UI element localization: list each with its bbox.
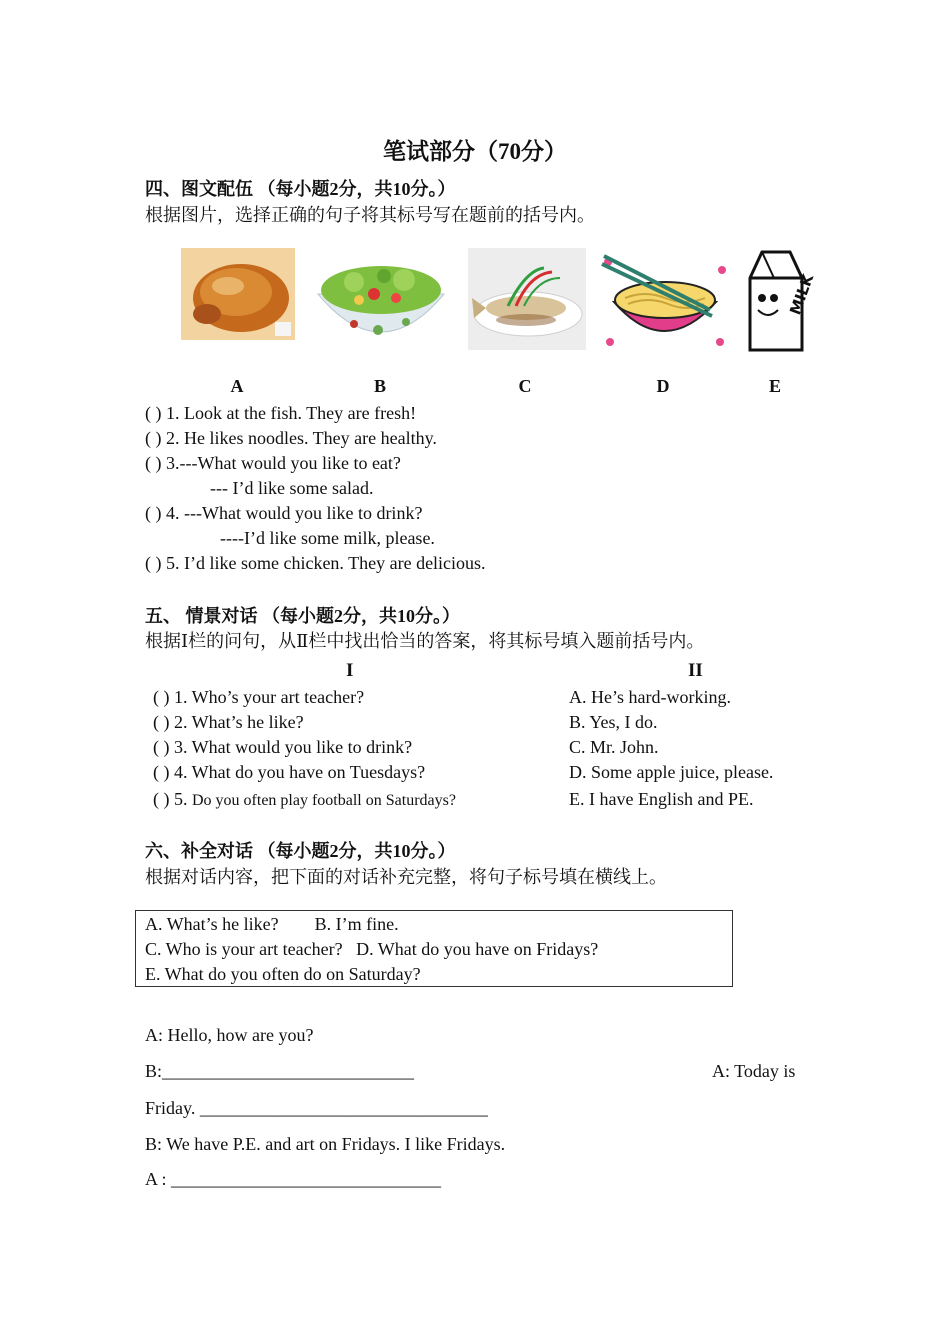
question-number: ( ) 2.	[153, 712, 192, 732]
dialogue-line: B:____________________________	[145, 1061, 415, 1081]
picture-label-e: E	[768, 376, 781, 396]
matching-question	[153, 737, 412, 758]
question-item: ( ) 1. Look at the fish. They are fresh!	[145, 403, 417, 423]
question-text: What’s he like?	[191, 712, 304, 732]
section-6-heading: 六、补全对话 （每小题2分，共10分。）	[145, 841, 456, 861]
question-answer-line: --- I’d like some salad.	[210, 478, 374, 498]
answer-option: B. Yes, I do.	[569, 712, 658, 732]
section-4-instruction: 根据图片，选择正确的句子将其标号写在题前的括号内。	[145, 205, 595, 225]
milk-carton-label: MILK	[786, 271, 818, 318]
answer-option: A. He’s hard-working.	[569, 687, 731, 707]
roast-chicken-icon	[181, 248, 295, 340]
question-number: ( ) 1.	[153, 687, 192, 707]
section-6-instruction: 根据对话内容，把下面的对话补充完整，将句子标号填在横线上。	[145, 867, 667, 887]
question-text: What do you have on Tuesdays?	[191, 762, 426, 782]
option-line: C. Who is your art teacher? D. What do you have on Fridays?	[145, 939, 599, 959]
salad-bowl-icon	[314, 250, 448, 358]
question-item: ( ) 2. He likes noodles. They are healthy.	[145, 428, 437, 448]
noodle-bowl-icon	[600, 250, 730, 352]
page-title: 笔试部分（70分）	[383, 139, 567, 164]
dialogue-line: A: Today is	[712, 1061, 796, 1081]
question-item: ( ) 5. I’d like some chicken. They are delicious.	[145, 553, 486, 573]
question-text: Do you often play football on Saturdays?	[192, 792, 456, 809]
question-number: ( ) 4.	[153, 762, 192, 782]
picture-label-b: B	[373, 376, 386, 396]
question-text: What would you like to drink?	[191, 737, 413, 757]
section-5-instruction: 根据Ⅰ栏的问句，从Ⅱ栏中找出恰当的答案，将其标号填入题前括号内。	[145, 631, 705, 651]
answer-option: E. I have English and PE.	[569, 789, 754, 809]
column-i-heading: I	[346, 660, 354, 681]
option-line: E. What do you often do on Saturday?	[145, 964, 421, 984]
question-number: ( ) 5.	[153, 789, 192, 809]
matching-question	[153, 712, 304, 733]
dialogue-line: A : ______________________________	[145, 1169, 442, 1189]
dialogue-line: B: We have P.E. and art on Fridays. I like Fridays.	[145, 1134, 506, 1154]
dialogue-line: A: Hello, how are you?	[145, 1025, 314, 1045]
matching-question	[153, 789, 456, 810]
dialogue-line: Friday. ________________________________	[145, 1098, 488, 1118]
steamed-fish-icon	[468, 248, 586, 350]
question-text: Who’s your art teacher?	[191, 687, 365, 707]
matching-question	[153, 762, 425, 783]
question-item: ( ) 4. ---What would you like to drink?	[145, 503, 423, 523]
answer-option: C. Mr. John.	[569, 737, 659, 757]
milk-carton-icon	[744, 248, 818, 354]
question-answer-line: ----I’d like some milk, please.	[220, 528, 435, 548]
column-ii-heading: II	[688, 660, 703, 681]
picture-label-a: A	[230, 376, 244, 396]
section-4-heading: 四、图文配伍 （每小题2分，共10分。）	[145, 179, 456, 199]
answer-option: D. Some apple juice, please.	[569, 762, 774, 782]
section-5-heading: 五、 情景对话 （每小题2分，共10分。）	[145, 606, 460, 626]
option-line: A. What’s he like? B. I’m fine.	[145, 914, 399, 934]
question-item: ( ) 3.---What would you like to eat?	[145, 453, 401, 473]
picture-label-d: D	[656, 376, 670, 396]
matching-question	[153, 687, 364, 708]
question-number: ( ) 3.	[153, 737, 192, 757]
picture-label-c: C	[518, 376, 532, 396]
